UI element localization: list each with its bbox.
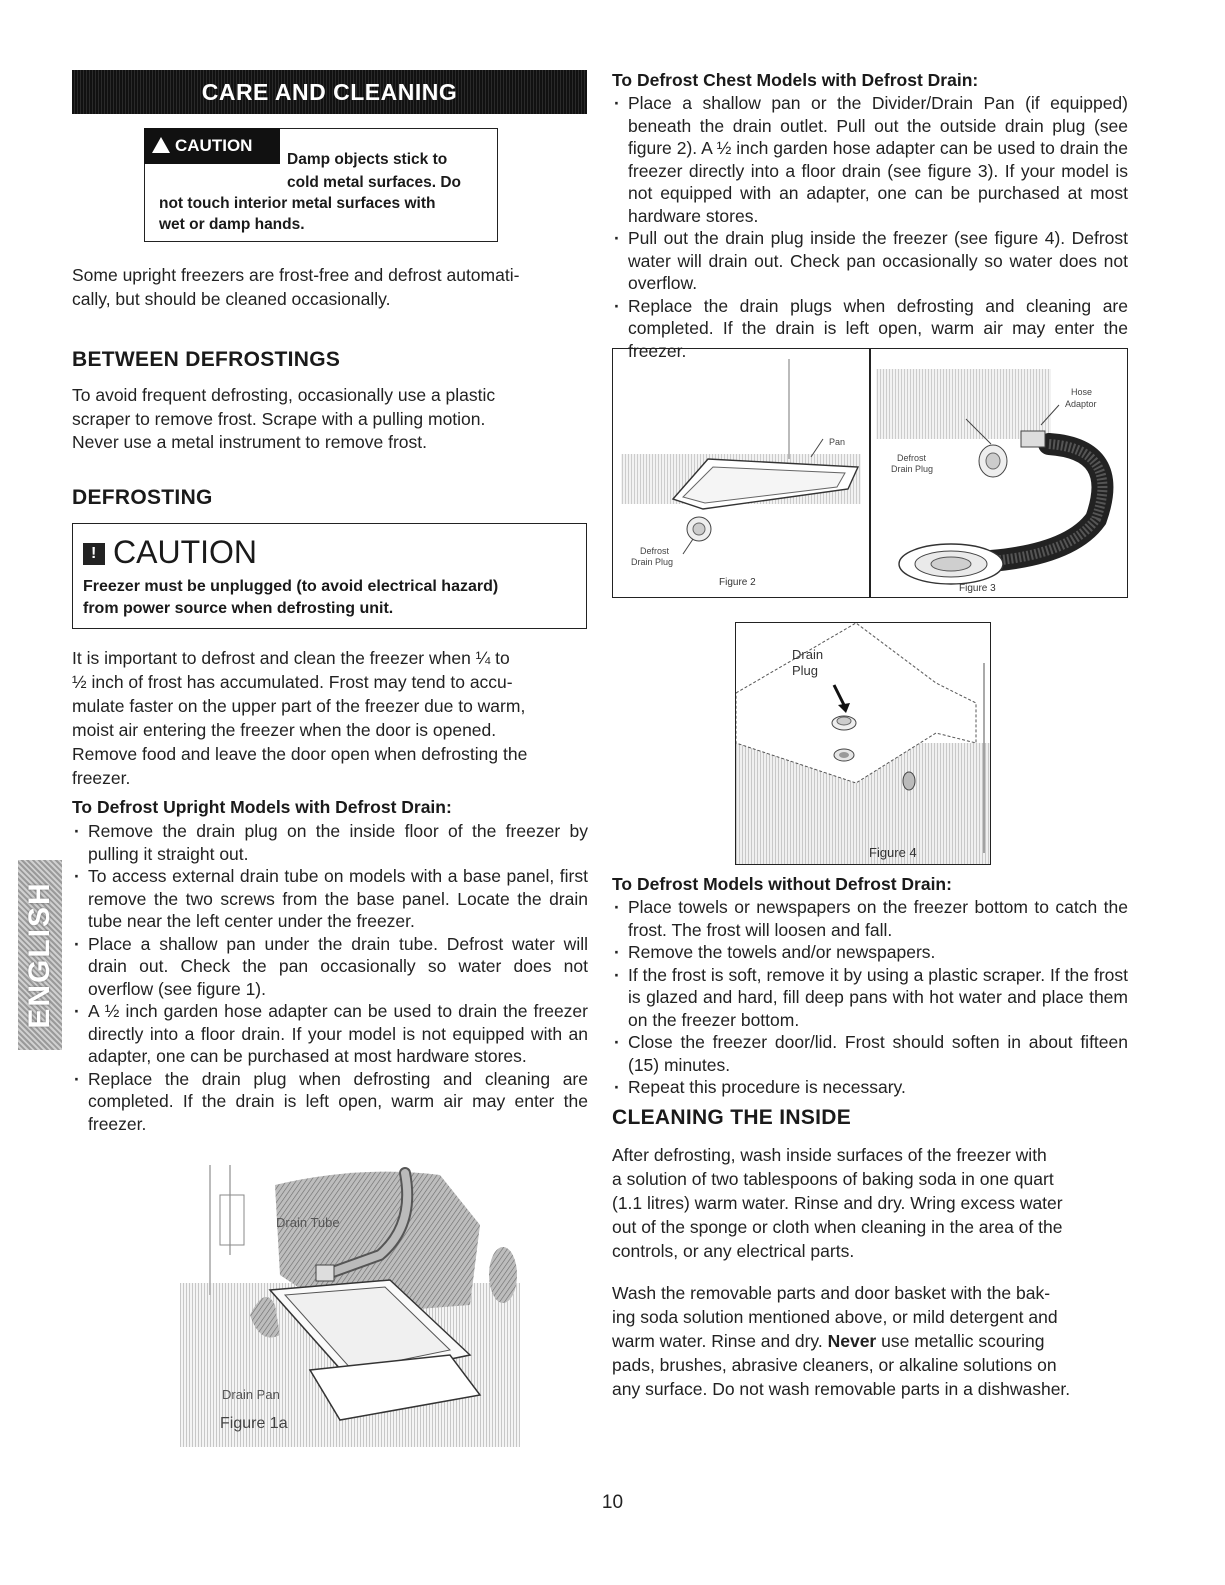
cleaning-text: use metallic scouring: [876, 1331, 1045, 1351]
figure-4-illustration: [736, 623, 990, 864]
list-item: · Place a shallow pan or the Divider/Drain Pan (if equipped) beneath the drain outlet. Pull out the outside drain plug (see figure 2). A ½ inch garden hose adapter can be used to drain the freezer directly into a floor drain (see figure 3). If your model is not equipped with an adapter, one can be purchased at most hardware stores.: [612, 92, 1128, 227]
no-drain-heading: To Defrost Models without Defrost Drain:: [612, 874, 952, 894]
defrosting-line: Remove food and leave the door open when defrosting the: [72, 744, 528, 764]
list-item: · Repeat this procedure is necessary.: [612, 1076, 1128, 1099]
caution-heading: [83, 532, 257, 572]
figure-1a-illustration: [180, 1165, 520, 1447]
no-drain-steps-list: [612, 896, 1128, 1099]
list-item: · Pull out the drain plug inside the freezer (see figure 4). Defrost water will drain out. Check pan occasionally so water does not overflow.: [612, 227, 1128, 295]
adaptor-label: Adaptor: [1065, 399, 1097, 409]
cleaning-line: a solution of two tablespoons of baking soda in one quart: [612, 1169, 1054, 1189]
cleaning-line: Wash the removable parts and door basket with the bak-: [612, 1283, 1051, 1303]
cleaning-text: warm water. Rinse and dry.: [612, 1331, 828, 1351]
cleaning-line: controls, or any electrical parts.: [612, 1241, 855, 1261]
figure-3-caption: Figure 3: [959, 583, 996, 594]
cleaning-line: ing soda solution mentioned above, or mild detergent and: [612, 1307, 1058, 1327]
caution-line: from power source when defrosting unit.: [83, 600, 394, 617]
warning-icon: [152, 137, 170, 153]
caution-text: [83, 576, 573, 620]
defrosting-line: It is important to defrost and clean the freezer when ¼ to: [72, 648, 510, 668]
cleaning-inside-heading: CLEANING THE INSIDE: [612, 1106, 852, 1129]
plug-label: Plug: [792, 663, 819, 678]
list-item: · Close the freezer door/lid. Frost should soften in about fifteen (15) minutes.: [612, 1031, 1128, 1076]
defrost-label: Defrost: [640, 546, 670, 556]
caution-heading-label: CAUTION: [113, 534, 257, 570]
figure-1a-caption: Figure 1a: [220, 1415, 288, 1432]
list-item: · Place a shallow pan under the drain tube. Defrost water will drain out. Check the pan occasionally so water does not overflow (see figure 1).: [72, 933, 588, 1001]
caution-box-unplug: [72, 523, 587, 629]
drain-tube-label: Drain Tube: [276, 1215, 340, 1230]
figure-2-3-frame: [612, 348, 1128, 598]
list-item: · A ½ inch garden hose adapter can be used to drain the freezer directly into a floor drain. If your model is not equipped with an adapter, one can be purchased at most hardware stores.: [72, 1000, 588, 1068]
upright-steps-list: [72, 820, 588, 1135]
cleaning-line: After defrosting, wash inside surfaces of the freezer with: [612, 1145, 1047, 1165]
caution-badge-label: CAUTION: [175, 136, 253, 155]
language-tab-label: ENGLISH: [23, 881, 56, 1029]
warning-icon: [83, 543, 105, 565]
defrost-label: Defrost: [897, 453, 927, 463]
page-number: 10: [601, 1492, 624, 1513]
list-item: · To access external drain tube on models with a base panel, first remove the two screws from the base panel. Locate the drain tube near the left center under the freezer.: [72, 865, 588, 933]
intro-line: Some upright freezers are frost-free and defrost automati-: [72, 265, 520, 285]
figure-4-caption: Figure 4: [869, 845, 917, 860]
caution1-line: not touch interior metal surfaces with: [159, 195, 436, 212]
list-item: · Replace the drain plug when defrosting and cleaning are completed. If the drain is left open, warm air may enter the freezer.: [72, 1068, 588, 1136]
never-emphasis: Never: [827, 1331, 877, 1351]
between-line: To avoid frequent defrosting, occasionally use a plastic: [72, 385, 496, 405]
intro-paragraph: [72, 264, 592, 311]
cleaning-line: any surface. Do not wash removable parts in a dishwasher.: [612, 1379, 1071, 1399]
cleaning-line: (1.1 litres) warm water. Rinse and dry. Wring excess water: [612, 1193, 1063, 1213]
section-banner: CARE AND CLEANING: [72, 70, 587, 114]
list-item: · Remove the drain plug on the inside floor of the freezer by pulling it straight out.: [72, 820, 588, 865]
between-defrostings-heading: BETWEEN DEFROSTINGS: [72, 348, 341, 371]
caution1-line: cold metal surfaces. Do: [287, 174, 462, 191]
figure-4: [735, 622, 991, 865]
figure-1a: [180, 1165, 520, 1447]
drain-pan-label: Drain Pan: [222, 1387, 280, 1402]
cleaning-line: pads, brushes, abrasive cleaners, or alkaline solutions on: [612, 1355, 1057, 1375]
defrosting-line: mulate faster on the upper part of the freezer due to warm,: [72, 696, 526, 716]
caution-badge: [144, 128, 280, 164]
caution-box-damp: [144, 128, 498, 242]
between-line: scraper to remove frost. Scrape with a pulling motion.: [72, 408, 486, 429]
hose-label: Hose: [1071, 387, 1093, 397]
caution-line: Freezer must be unplugged (to avoid electrical hazard): [83, 578, 499, 595]
defrosting-line: ½ inch of frost has accumulated. Frost may tend to accu-: [72, 672, 513, 692]
caution1-line: wet or damp hands.: [159, 216, 305, 233]
drain-plug-label: Drain Plug: [631, 557, 674, 567]
intro-line: cally, but should be cleaned occasionally.: [72, 288, 391, 309]
cleaning-inside-paragraph-2: [612, 1281, 1132, 1401]
list-item: · Replace the drain plugs when defrosting and cleaning are completed. If the drain is left open, warm air may enter the freezer.: [612, 295, 1128, 363]
defrosting-paragraph: [72, 646, 592, 790]
figure-2-caption: Figure 2: [719, 577, 756, 588]
pan-label: Pan: [829, 437, 846, 447]
defrosting-heading: DEFROSTING: [72, 486, 213, 509]
list-item: · If the frost is soft, remove it by using a plastic scraper. If the frost is glazed and hard, fill deep pans with hot water and place them on the freezer bottom.: [612, 964, 1128, 1032]
chest-heading: To Defrost Chest Models with Defrost Drain:: [612, 70, 979, 90]
list-item: · Place towels or newspapers on the freezer bottom to catch the frost. The frost will loosen and fall.: [612, 896, 1128, 941]
between-defrostings-paragraph: [72, 384, 592, 455]
defrosting-line: freezer.: [72, 768, 131, 788]
language-tab: [18, 860, 62, 1050]
defrosting-line: moist air entering the freezer when the door is opened.: [72, 720, 497, 740]
drain-label: Drain: [792, 647, 824, 662]
upright-heading: To Defrost Upright Models with Defrost Drain:: [72, 797, 452, 817]
between-line: Never use a metal instrument to remove frost.: [72, 432, 427, 452]
cleaning-inside-paragraph-1: [612, 1143, 1132, 1263]
drain-plug-label: Drain Plug: [891, 464, 934, 474]
caution1-line: Damp objects stick to: [287, 151, 448, 168]
chest-steps-list: [612, 92, 1128, 362]
cleaning-line: out of the sponge or cloth when cleaning in the area of the: [612, 1217, 1063, 1237]
list-item: · Remove the towels and/or newspapers.: [612, 941, 1128, 964]
cleaning-line: [612, 1329, 1132, 1353]
